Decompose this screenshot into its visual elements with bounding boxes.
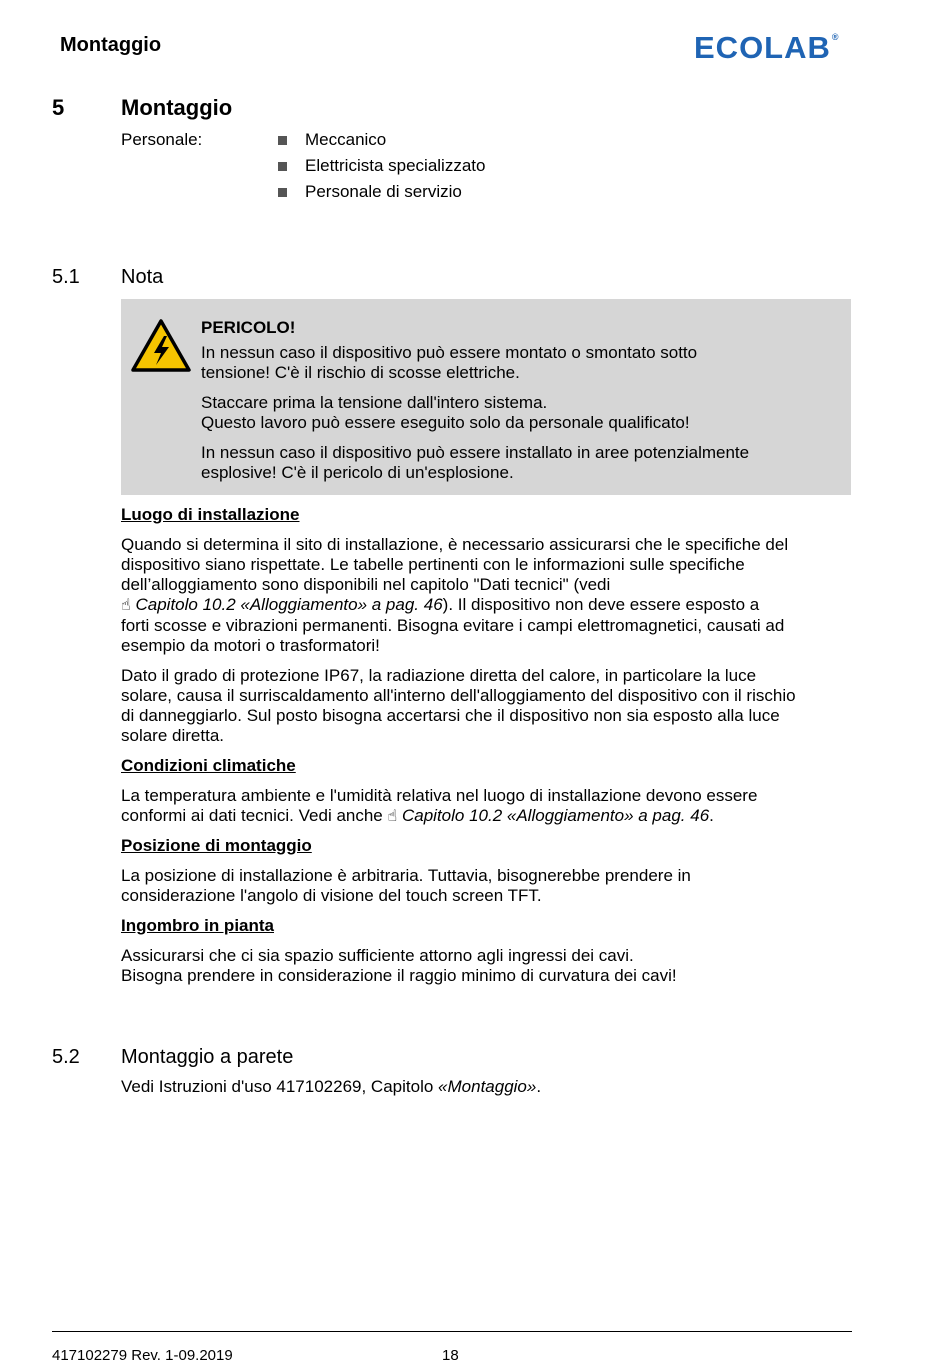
list-item (278, 153, 485, 179)
text-line (121, 595, 851, 616)
text-span: . (536, 1077, 542, 1096)
climate-paragraph (121, 786, 851, 827)
text-line: Dato il grado di protezione IP67, la radiazione diretta del calore, in particolare la luce (121, 666, 757, 685)
chapter-link[interactable]: «Montaggio» (438, 1077, 537, 1096)
footer-divider (52, 1331, 852, 1332)
text-line: dispositivo siano rispettate. Le tabelle pertinenti con le informazioni sulle specifiche (121, 555, 745, 574)
text-line: Quando si determina il sito di installazione, è necessario assicurarsi che le specifiche del (121, 535, 789, 554)
list-item (278, 179, 485, 205)
text-line: Staccare prima la tensione dall'intero sistema. (201, 393, 548, 412)
text-line: solare, causa il surriscaldamento all'interno dell'alloggiamento del dispositivo con il rischio (121, 686, 796, 705)
subheading-climate: Condizioni climatiche (121, 756, 296, 775)
list-item (278, 127, 485, 153)
text-line: tensione! C'è il rischio di scosse elettriche. (201, 363, 520, 382)
personnel-label: Personale: (121, 130, 203, 149)
wall-mount-text (121, 1077, 541, 1097)
installation-paragraph (121, 535, 851, 656)
installation-paragraph (121, 666, 851, 746)
text-span: . (709, 806, 714, 825)
list-item-label: Elettricista specializzato (305, 156, 486, 175)
section-title: Montaggio (121, 95, 233, 120)
personnel-list (278, 127, 485, 205)
chapter-link[interactable]: Capitolo 10.2 «Alloggiamento» a pag. 46 (401, 806, 710, 825)
section-number: 5.1 (52, 266, 80, 288)
registered-mark: ® (831, 32, 840, 42)
pointing-hand-icon: ☝︎ (387, 808, 398, 825)
list-item-label: Meccanico (305, 130, 387, 149)
text-span: conformi ai dati tecnici. Vedi anche (121, 806, 383, 825)
section-title: Nota (121, 266, 164, 288)
section-number: 5.2 (52, 1046, 80, 1068)
bullet-icon (278, 188, 287, 197)
subheading-position: Posizione di montaggio (121, 836, 312, 855)
text-line: forti scosse e vibrazioni permanenti. Bisogna evitare i campi elettromagnetici, causati ad (121, 616, 785, 635)
chapter-link[interactable]: Capitolo 10.2 «Alloggiamento» a pag. 46 (135, 595, 443, 614)
ecolab-logo (694, 30, 840, 66)
text-line: di danneggiarlo. Sul posto bisogna accertarsi che il dispositivo non sia esposto alla luce (121, 706, 780, 725)
text-line: Bisogna prendere in considerazione il raggio minimo di curvatura dei cavi! (121, 966, 677, 985)
text-line: In nessun caso il dispositivo può essere montato o smontato sotto (201, 343, 698, 362)
warning-paragraph (201, 393, 690, 433)
text-line: dell’alloggiamento sono disponibili nel capitolo "Dati tecnici" (vedi (121, 575, 611, 594)
text-span: ). Il dispositivo non deve essere esposto a (442, 595, 760, 614)
text-line: Assicurarsi che ci sia spazio sufficiente attorno agli ingressi dei cavi. (121, 946, 634, 965)
text-line: esplosive! C'è il pericolo di un'esplosione. (201, 463, 514, 482)
text-line: solare diretta. (121, 726, 224, 745)
pointing-hand-icon: ☝︎ (121, 597, 131, 614)
text-span: Vedi Istruzioni d'uso 417102269, Capitolo (121, 1077, 434, 1096)
bullet-icon (278, 162, 287, 171)
text-line: esempio da motori o trasformatori! (121, 636, 380, 655)
text-line: La posizione di installazione è arbitraria. Tuttavia, bisognerebbe prendere in (121, 866, 691, 885)
page-header-title: Montaggio (60, 34, 162, 56)
section-title: Montaggio a parete (121, 1046, 294, 1068)
warning-paragraph (201, 443, 749, 483)
position-paragraph (121, 866, 851, 906)
text-line (121, 806, 851, 827)
text-line: In nessun caso il dispositivo può essere installato in aree potenzialmente (201, 443, 750, 462)
logo-text: ECOLAB (694, 30, 831, 65)
text-line: Questo lavoro può essere eseguito solo da personale qualificato! (201, 413, 690, 432)
section-number: 5 (52, 95, 65, 120)
footer-doc-number: 417102279 Rev. 1-09.2019 (52, 1347, 233, 1362)
bullet-icon (278, 136, 287, 145)
electric-hazard-icon (130, 318, 192, 374)
text-line: La temperatura ambiente e l'umidità relativa nel luogo di installazione devono essere (121, 786, 758, 805)
text-line: considerazione l'angolo di visione del touch screen TFT. (121, 886, 542, 905)
list-item-label: Personale di servizio (305, 182, 462, 201)
subheading-footprint: Ingombro in pianta (121, 916, 274, 935)
warning-paragraph (201, 343, 697, 383)
page-number: 18 (442, 1347, 459, 1362)
warning-title: PERICOLO! (201, 318, 296, 337)
footprint-paragraph (121, 946, 851, 986)
subheading-installation: Luogo di installazione (121, 505, 300, 524)
